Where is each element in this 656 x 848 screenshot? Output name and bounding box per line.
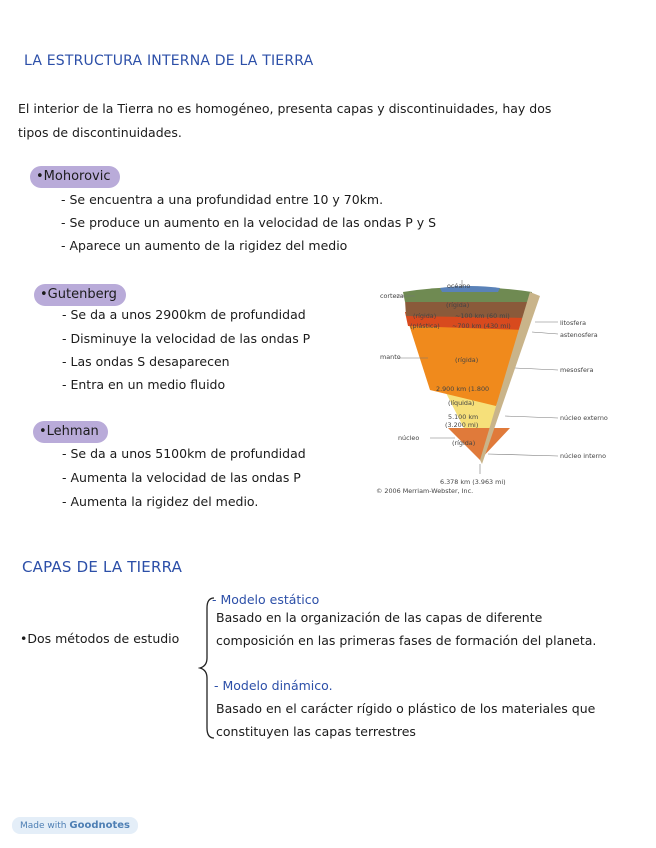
- intro-line-1: El interior de la Tierra no es homogéneo, presenta capas y discontinuidades, hay dos: [18, 101, 552, 116]
- mohorovic-badge: •Mohorovic: [30, 166, 120, 188]
- label-corteza: corteza: [380, 292, 404, 300]
- diagram-copyright: © 2006 Merriam-Webster, Inc.: [376, 487, 474, 495]
- page-title: LA ESTRUCTURA INTERNA DE LA TIERRA: [24, 53, 314, 69]
- label-oceano: océano: [447, 282, 471, 290]
- mohorovic-item-2: - Se produce un aumento en la velocidad de las ondas P y S: [61, 215, 437, 230]
- label-2900km: 2.900 km (1.800: [436, 385, 490, 393]
- label-rigida-3: (rígida): [455, 356, 479, 364]
- label-5100km: 5.100 km: [448, 413, 479, 421]
- gutenberg-item-3: - Las ondas S desaparecen: [62, 354, 230, 369]
- modelo-dinamico-title: - Modelo dinámico.: [214, 678, 333, 693]
- section-title-capas: CAPAS DE LA TIERRA: [22, 558, 183, 576]
- label-litosfera: litosfera: [560, 319, 587, 327]
- gutenberg-item-2: - Disminuye la velocidad de las ondas P: [62, 331, 311, 346]
- lehman-item-3: - Aumenta la rigidez del medio.: [62, 494, 259, 509]
- modelo-estatico-line-1: Basado en la organización de las capas de diferente: [216, 610, 543, 625]
- modelo-estatico-line-2: composición en las primeras fases de formación del planeta.: [216, 633, 597, 648]
- label-plastica: (plástica): [410, 322, 440, 330]
- lehman-item-1: - Se da a unos 5100km de profundidad: [62, 446, 306, 461]
- modelo-dinamico-line-2: constituyen las capas terrestres: [216, 724, 416, 739]
- label-rigida-2: (rígida): [413, 312, 437, 320]
- modelo-dinamico-line-1: Basado en el carácter rígido o plástico de los materiales que: [216, 701, 596, 716]
- label-nucleo: núcleo: [398, 434, 420, 442]
- label-rigida-1: (rígida): [446, 301, 470, 309]
- label-nucleo-interno: núcleo interno: [560, 452, 607, 460]
- lehman-badge: •Lehman: [33, 421, 108, 443]
- label-100km: ~100 km (60 mi): [455, 312, 510, 320]
- label-liquida: (líquida): [448, 399, 475, 407]
- goodnotes-prefix: Made with: [20, 821, 67, 831]
- label-6378km: 6.378 km (3.963 mi): [440, 478, 506, 486]
- label-astenosfera: astenosfera: [560, 331, 598, 339]
- gutenberg-item-4: - Entra en un medio fluido: [62, 377, 226, 392]
- curly-brace: [198, 594, 218, 742]
- label-mesosfera: mesosfera: [560, 366, 594, 374]
- intro-line-2: tipos de discontinuidades.: [18, 125, 182, 140]
- label-3200mi: (3.200 mi): [445, 421, 479, 429]
- mohorovic-item-1: - Se encuentra a una profundidad entre 10 y 70km.: [61, 192, 384, 207]
- label-manto: manto: [380, 353, 401, 361]
- goodnotes-badge: [12, 817, 138, 834]
- label-700km: ~700 km (430 mi): [452, 322, 511, 330]
- gutenberg-item-1: - Se da a unos 2900km de profundidad: [62, 307, 306, 322]
- metodos-label: •Dos métodos de estudio: [20, 631, 180, 646]
- modelo-estatico-title: - Modelo estático: [212, 592, 320, 607]
- gutenberg-badge: •Gutenberg: [34, 284, 126, 306]
- label-rigida-4: (rígida): [452, 439, 476, 447]
- mohorovic-item-3: - Aparece un aumento de la rigidez del medio: [61, 238, 348, 253]
- lehman-item-2: - Aumenta la velocidad de las ondas P: [62, 470, 301, 485]
- label-nucleo-externo: núcleo externo: [560, 414, 608, 422]
- goodnotes-brand: Goodnotes: [69, 820, 130, 831]
